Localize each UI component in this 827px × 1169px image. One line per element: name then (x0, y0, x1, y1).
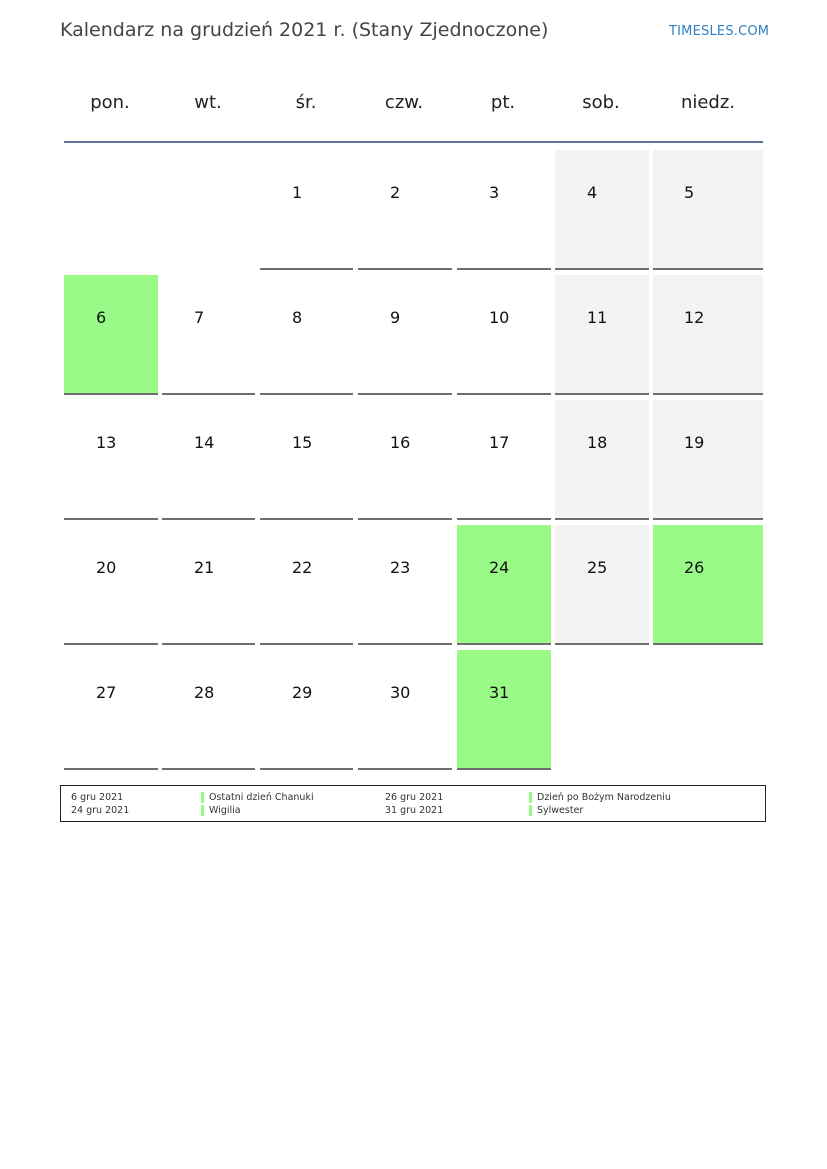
day-number: 4 (587, 183, 598, 202)
cell-divider (653, 268, 763, 270)
cell-divider (260, 393, 353, 395)
day-cell[interactable] (457, 400, 551, 520)
legend-holiday-name: Wigilia (209, 805, 241, 816)
day-cell[interactable] (457, 650, 551, 770)
cell-divider (64, 768, 158, 770)
cell-divider (457, 768, 551, 770)
day-cell[interactable] (653, 525, 763, 645)
cell-divider (653, 643, 763, 645)
day-number: 13 (96, 433, 117, 452)
day-number: 26 (684, 558, 705, 577)
day-number: 5 (684, 183, 695, 202)
day-number: 28 (194, 683, 215, 702)
day-cell[interactable] (555, 400, 649, 520)
day-cell[interactable] (457, 275, 551, 395)
page-title: Kalendarz na grudzień 2021 r. (Stany Zjednoczone) (60, 19, 549, 41)
day-number: 29 (292, 683, 313, 702)
day-cell[interactable] (555, 275, 649, 395)
day-cell[interactable] (162, 275, 255, 395)
cell-divider (260, 643, 353, 645)
day-number: 19 (684, 433, 705, 452)
day-number: 14 (194, 433, 215, 452)
day-cell[interactable] (64, 275, 158, 395)
cell-divider (358, 643, 452, 645)
day-number: 6 (96, 308, 107, 327)
day-cell[interactable] (358, 275, 452, 395)
day-cell[interactable] (358, 150, 452, 270)
day-cell[interactable] (358, 400, 452, 520)
cell-divider (162, 643, 255, 645)
day-cell[interactable] (653, 150, 763, 270)
day-number: 17 (489, 433, 510, 452)
cell-divider (162, 518, 255, 520)
cell-divider (653, 393, 763, 395)
day-number: 21 (194, 558, 215, 577)
legend-color-marker (201, 792, 204, 803)
day-number: 22 (292, 558, 313, 577)
weekday-mon: pon. (90, 92, 130, 113)
day-number: 23 (390, 558, 411, 577)
legend-date: 26 gru 2021 (385, 792, 444, 803)
day-cell[interactable] (457, 150, 551, 270)
day-cell[interactable] (64, 650, 158, 770)
cell-divider (358, 268, 452, 270)
empty-day-cell (555, 650, 649, 770)
weekday-fri: pt. (490, 92, 516, 113)
weekday-sun: niedz. (680, 92, 736, 113)
cell-divider (457, 393, 551, 395)
day-cell[interactable] (260, 650, 353, 770)
day-number: 16 (390, 433, 411, 452)
empty-day-cell (653, 650, 763, 770)
cell-divider (457, 643, 551, 645)
day-number: 30 (390, 683, 411, 702)
day-number: 10 (489, 308, 510, 327)
cell-divider (555, 518, 649, 520)
day-cell[interactable] (358, 525, 452, 645)
legend-color-marker (529, 805, 532, 816)
cell-divider (162, 768, 255, 770)
cell-divider (358, 393, 452, 395)
day-number: 2 (390, 183, 401, 202)
cell-divider (358, 768, 452, 770)
day-cell[interactable] (162, 400, 255, 520)
cell-divider (555, 643, 649, 645)
weekday-tue: wt. (194, 92, 222, 113)
empty-day-cell (64, 150, 158, 270)
brand-logo[interactable]: TIMESLES.COM (669, 24, 770, 39)
day-number: 3 (489, 183, 500, 202)
legend-date: 24 gru 2021 (71, 805, 130, 816)
cell-divider (64, 518, 158, 520)
cell-divider (358, 518, 452, 520)
day-number: 7 (194, 308, 205, 327)
day-cell[interactable] (358, 650, 452, 770)
weekday-sat: sob. (582, 92, 620, 113)
day-cell[interactable] (64, 525, 158, 645)
cell-divider (653, 518, 763, 520)
legend-color-marker (529, 792, 532, 803)
cell-divider (64, 643, 158, 645)
day-cell[interactable] (260, 150, 353, 270)
cell-divider (260, 268, 353, 270)
day-number: 15 (292, 433, 313, 452)
legend-holiday-name: Ostatni dzień Chanuki (209, 792, 314, 803)
day-cell[interactable] (653, 275, 763, 395)
day-cell[interactable] (260, 400, 353, 520)
day-number: 24 (489, 558, 510, 577)
day-cell[interactable] (653, 400, 763, 520)
day-number: 27 (96, 683, 117, 702)
cell-divider (260, 768, 353, 770)
cell-divider (64, 393, 158, 395)
legend-date: 6 gru 2021 (71, 792, 124, 803)
day-number: 31 (489, 683, 510, 702)
day-cell[interactable] (162, 525, 255, 645)
cell-divider (457, 518, 551, 520)
cell-divider (457, 268, 551, 270)
day-cell[interactable] (64, 400, 158, 520)
cell-divider (162, 393, 255, 395)
empty-day-cell (162, 150, 255, 270)
day-cell[interactable] (162, 650, 255, 770)
weekday-thu: czw. (384, 92, 424, 113)
day-cell[interactable] (457, 525, 551, 645)
cell-divider (260, 518, 353, 520)
day-number: 25 (587, 558, 608, 577)
day-cell[interactable] (260, 275, 353, 395)
legend-date: 31 gru 2021 (385, 805, 444, 816)
day-number: 20 (96, 558, 117, 577)
legend-holiday-name: Sylwester (537, 805, 584, 816)
day-cell[interactable] (555, 525, 649, 645)
legend-holiday-name: Dzień po Bożym Narodzeniu (537, 792, 671, 803)
day-number: 8 (292, 308, 303, 327)
day-number: 18 (587, 433, 608, 452)
holiday-legend (60, 785, 766, 822)
day-number: 11 (587, 308, 608, 327)
legend-color-marker (201, 805, 204, 816)
cell-divider (555, 268, 649, 270)
weekday-wed: śr. (295, 92, 317, 113)
day-cell[interactable] (260, 525, 353, 645)
day-number: 9 (390, 308, 401, 327)
cell-divider (555, 393, 649, 395)
day-cell[interactable] (555, 150, 649, 270)
day-number: 1 (292, 183, 303, 202)
day-number: 12 (684, 308, 705, 327)
